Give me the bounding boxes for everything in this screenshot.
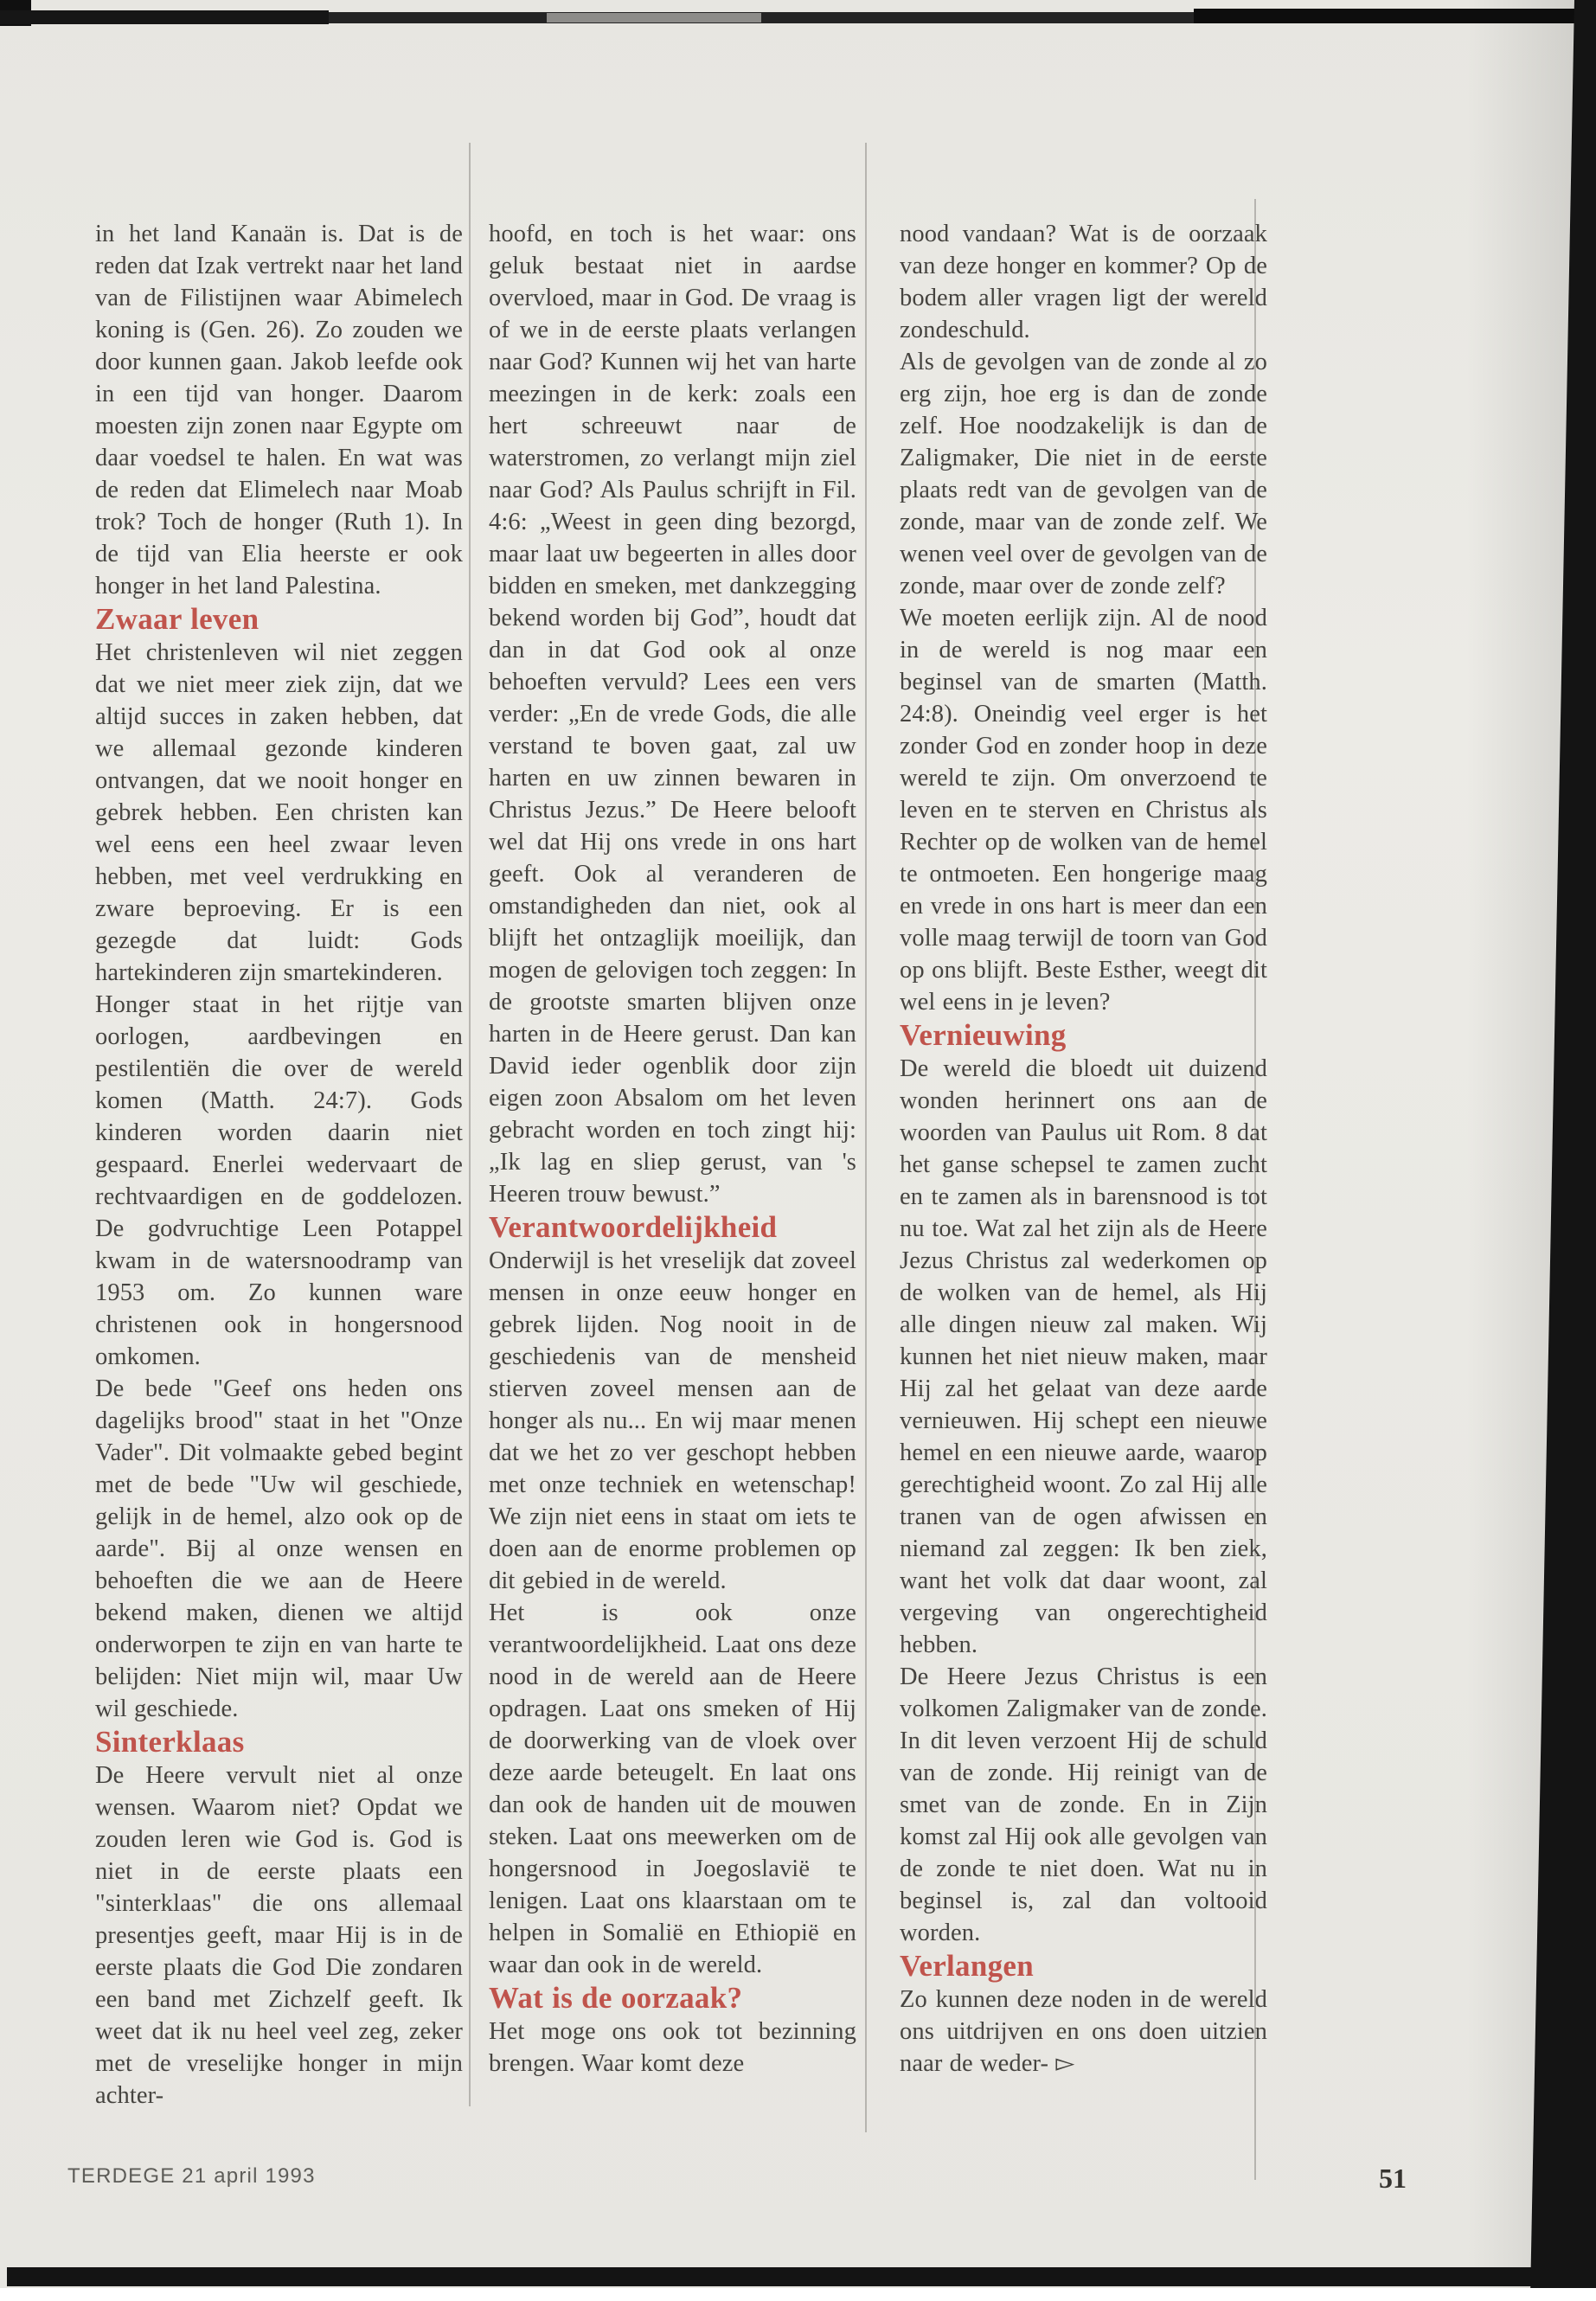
paragraph: Het moge ons ook tot bezinning brengen. Waar komt deze bbox=[489, 2018, 856, 2077]
paragraph: Het is ook onze verantwoordelijkheid. Laat ons deze nood in de wereld aan de Heere opdragen. Laat ons smeken of Hij de doorwerking van de vloek over deze aarde beteugelt. En laat ons dan ook de handen uit de mouwen steken. Laat ons meewerken om de hongersnood in Joegoslavië te lenigen. Laat ons klaarstaan om te helpen in Somalië en Ethiopië en waar dan ook in de wereld. bbox=[489, 1599, 856, 1978]
paragraph: Honger staat in het rijtje van oorlogen, aardbevingen en pestilentiën die over de wereld komen (Matth. 24:7). Gods kinderen worden daarin niet gespaard. Enerlei wedervaart de rechtvaardigen en de goddelozen. De godvruchtige Leen Potappel kwam in de watersnoodramp van 1953 om. Zo kunnen ware christenen ook in hongersnood omkomen. bbox=[95, 991, 463, 1370]
paragraph: in het land Kanaän is. Dat is de reden dat Izak vertrekt naar het land van de Filistijnen waar Abimelech koning is (Gen. 26). Zo zouden we door kunnen gaan. Jakob leefde ook in een tijd van honger. Daarom moesten zijn zonen naar Egypte om daar voedsel te halen. En wat was de reden dat Elimelech naar Moab trok? Toch de honger (Ruth 1). In de tijd van Elia heerste er ook honger in het land Palestina. bbox=[95, 221, 463, 599]
magazine-footer: TERDEGE 21 april 1993 bbox=[67, 2164, 316, 2188]
page-number: 51 bbox=[1379, 2163, 1407, 2194]
paragraph: hoofd, en toch is het waar: ons geluk bestaat niet in aardse overvloed, maar in God. De vraag is of we in de eerste plaats verlangen naar God? Kunnen wij het van harte meezingen in de kerk: zoals een hert schreeuwt naar de waterstromen, zo verlangt mijn ziel naar God? Als Paulus schrijft in Fil. 4:6: „Weest in geen ding bezorgd, maar laat uw begeerten in alles door bidden en smeken, met dankzegging bekend worden bij God”, houdt dat dan in dat God ook al onze behoeften vervuld? Lees een vers verder: „En de vrede Gods, die alle verstand te boven gaat, zal uw harten en uw zinnen bewaren in Christus Jezus.” De Heere belooft wel dat Hij ons vrede in ons hart geeft. Ook al veranderen de omstandigheden dan niet, ook al blijft het ontzaglijk moeilijk, dan mogen de gelovigen toch zeggen: In de grootste smarten blijven onze harten in de Heere gerust. Dan kan David ieder ogenblik door zijn eigen zoon Absalom om het leven gebracht worden en toch zingt hij: „Ik lag en sliep gerust, van 's Heeren trouw bewust.” bbox=[489, 221, 856, 1208]
article-column-1 bbox=[95, 218, 463, 2112]
scan-top-edge-segment bbox=[547, 13, 761, 22]
scan-top-edge-segment bbox=[0, 10, 329, 24]
paragraph: Het christenleven wil niet zeggen dat we niet meer ziek zijn, dat we altijd succes in zaken hebben, dat we allemaal gezonde kinderen ontvangen, dat we nooit honger en gebrek hebben. Een christen kan wel eens een heel zwaar leven hebben, met veel verdrukking en zware beproeving. Er is een gezegde dat luidt: Gods hartekinderen zijn smartekinderen. bbox=[95, 639, 463, 986]
paragraph: De Heere Jezus Christus is een volkomen Zaligmaker van de zonde. In dit leven verzoent Hij de schuld van de zonde. Hij reinigt van de smet van de zonde. En in Zijn komst zal Hij ook alle gevolgen van de zonde te niet doen. Wat nu in beginsel is, zal dan voltooid worden. bbox=[900, 1663, 1267, 1946]
paragraph-with-continuation-marker: Zo kunnen deze noden in de wereld ons uitdrijven en ons doen uitzien naar de weder- ▻ bbox=[900, 1986, 1267, 2077]
paragraph: Onderwijl is het vreselijk dat zoveel mensen in onze eeuw honger en gebrek lijden. Nog nooit in de geschiedenis van de mensheid stierven zoveel mensen aan de honger als nu... En wij maar menen dat we het zo ver geschopt hebben met onze techniek en wetenschap! We zijn niet eens in staat om iets te doen aan de enorme problemen op dit gebied in de wereld. bbox=[489, 1247, 856, 1594]
paragraph: nood vandaan? Wat is de oorzaak van deze honger en kommer? Op de bodem aller vragen ligt der wereld zondeschuld. bbox=[900, 221, 1267, 343]
paragraph: De wereld die bloedt uit duizend wonden herinnert ons aan de woorden van Paulus uit Rom. 8 dat het ganse schepsel te zamen zucht en te zamen als in barensnood is tot nu toe. Wat zal het zijn als de Heere Jezus Christus zal wederkomen op de wolken van de hemel, als Hij alle dingen nieuw zal maken. Wij kunnen het niet nieuw maken, maar Hij zal het gelaat van deze aarde vernieuwen. Hij schept een nieuwe hemel en een nieuwe aarde, waarop gerechtigheid woont. Zo zal Hij alle tranen van de ogen afwissen en niemand zal zeggen: Ik ben ziek, want het volk dat daar woont, zal vergeving van ongerechtigheid hebben. bbox=[900, 1055, 1267, 1658]
scan-bottom-edge bbox=[7, 2267, 1596, 2286]
section-heading-zwaar-leven: Zwaar leven bbox=[95, 602, 260, 636]
section-heading-sinterklaas: Sinterklaas bbox=[95, 1725, 245, 1759]
paragraph: De Heere vervult niet al onze wensen. Waarom niet? Opdat we zouden leren wie God is. God is niet in de eerste plaats een "sinterklaas" die ons allemaal presentjes geeft, maar Hij is in de eerste plaats die God Die zondaren een band met Zichzelf geeft. Ik weet dat ik nu heel veel zeg, zeker met de vreselijke honger in mijn achter- bbox=[95, 1762, 463, 2109]
article-column-3 bbox=[900, 218, 1267, 2080]
section-heading-verantwoordelijkheid: Verantwoordelijkheid bbox=[489, 1210, 778, 1244]
section-heading-verlangen: Verlangen bbox=[900, 1949, 1035, 1983]
section-heading-wat-is-de-oorzaak: Wat is de oorzaak? bbox=[489, 1981, 743, 2015]
paragraph: We moeten eerlijk zijn. Al de nood in de wereld is nog maar een beginsel van de smarten (Matth. 24:8). Oneindig veel erger is het zonder God en zonder hoop in deze wereld te zijn. Om onverzoend te leven en te sterven en Christus als Rechter op de wolken van de hemel te ontmoeten. Een hongerige maag en vrede in ons hart is meer dan een volle maag terwijl de toorn van God op ons blijft. Beste Esther, weegt dit wel eens in je leven? bbox=[900, 605, 1267, 1016]
article-column-2 bbox=[489, 218, 856, 2080]
section-heading-vernieuwing: Vernieuwing bbox=[900, 1018, 1067, 1052]
column-divider-2 bbox=[865, 143, 867, 2132]
scan-bottom-margin bbox=[0, 2288, 1596, 2301]
column-divider-1 bbox=[469, 143, 471, 2106]
paragraph: De bede "Geef ons heden ons dagelijks brood" staat in het "Onze Vader". Dit volmaakte gebed begint met de bede "Uw wil geschiede, gelijk in de hemel, alzo ook op de aarde". Bij al onze wensen en behoeften die we aan de Heere bekend maken, dienen we altijd onderworpen te zijn en van harte te belijden: Niet mijn wil, maar Uw wil geschiede. bbox=[95, 1375, 463, 1722]
paragraph: Als de gevolgen van de zonde al zo erg zijn, hoe erg is dan de zonde zelf. Hoe noodzakelijk is dan de Zaligmaker, Die niet in de eerste plaats redt van de gevolgen van de zonde, maar van de zonde zelf. We wenen veel over de gevolgen van de zonde, maar over de zonde zelf? bbox=[900, 349, 1267, 599]
scan-top-edge-segment bbox=[1194, 9, 1596, 23]
